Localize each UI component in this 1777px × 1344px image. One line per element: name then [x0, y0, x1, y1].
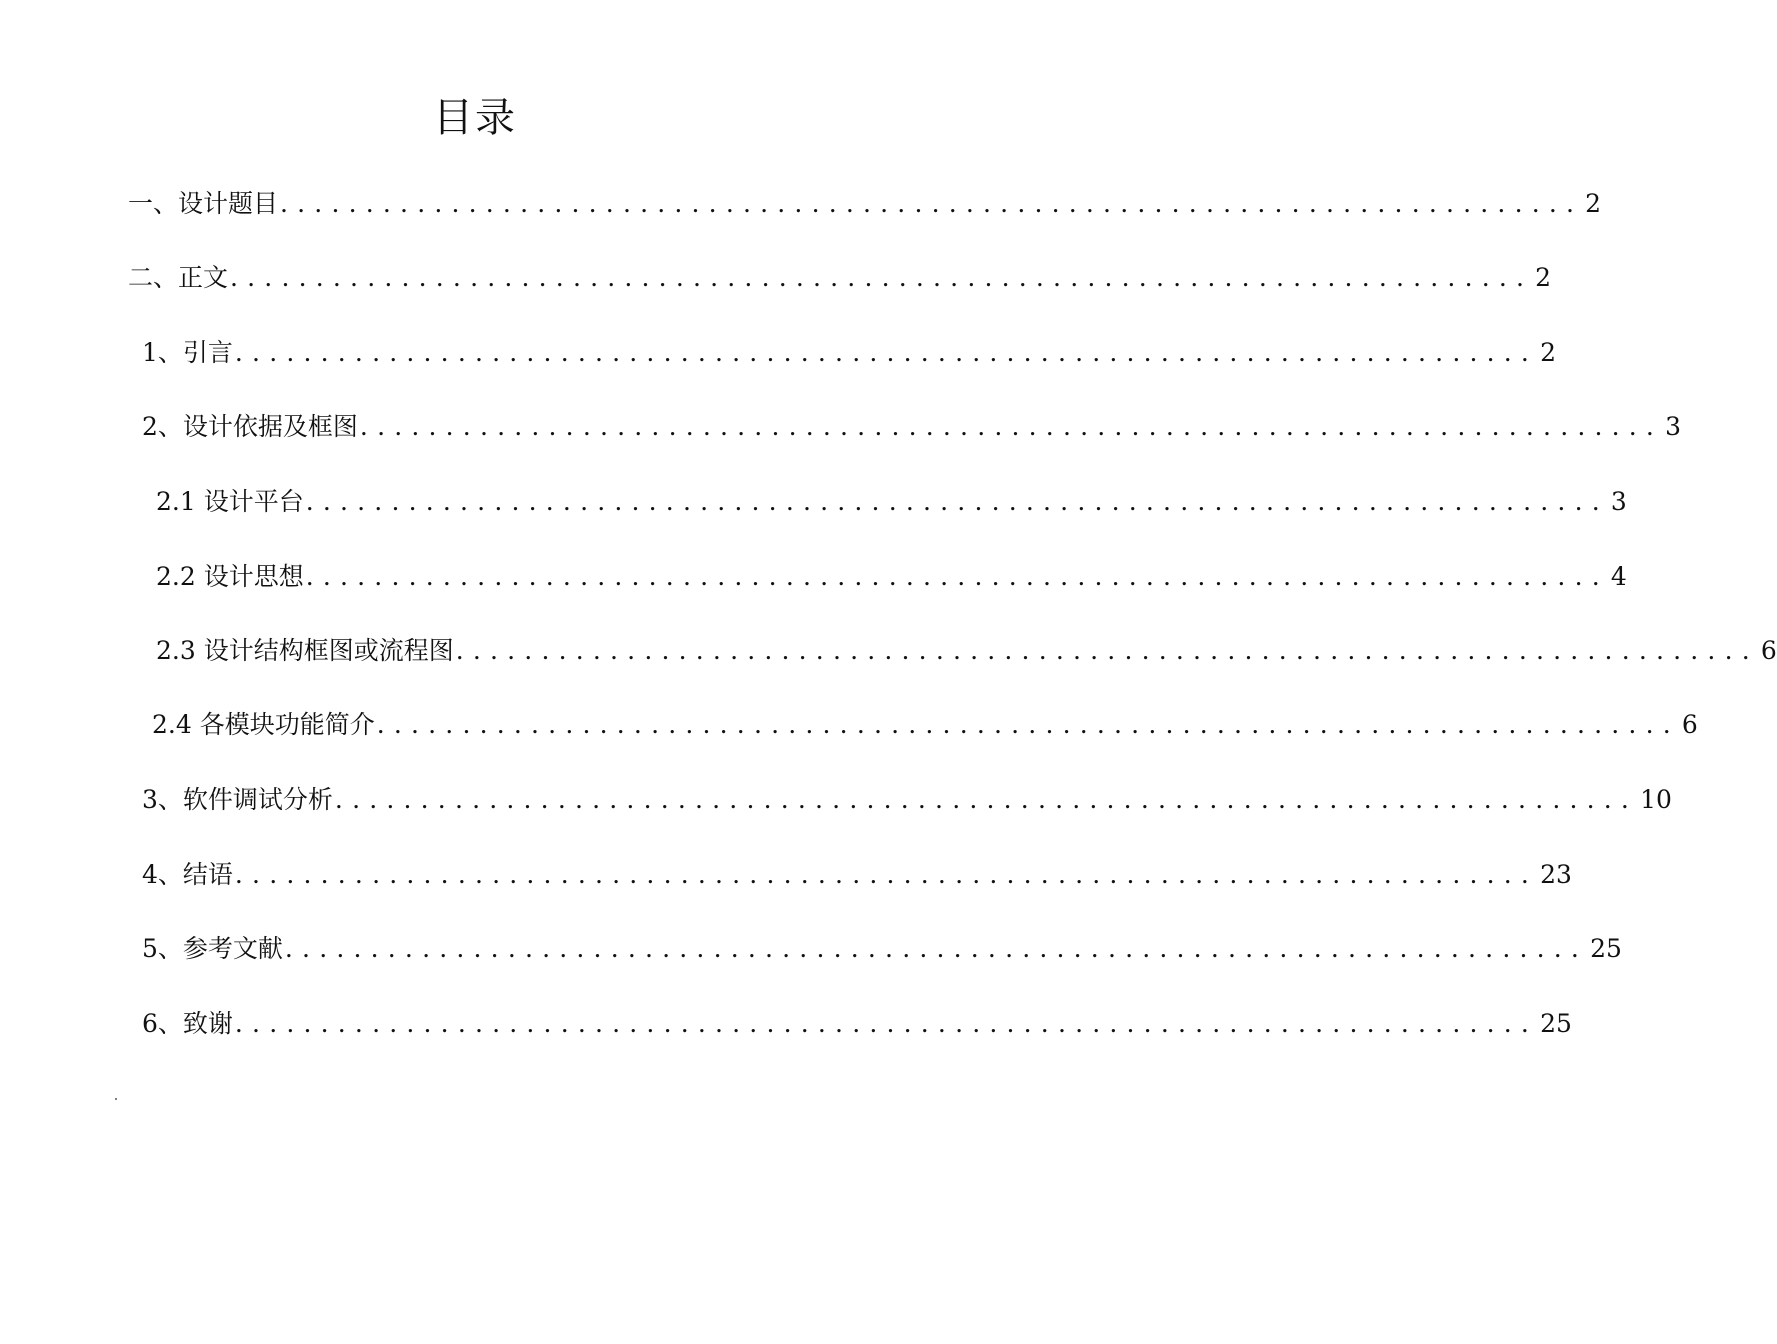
- page-title: 目录: [433, 95, 517, 141]
- toc-leader-dots: ............................................................................: [234, 860, 1539, 889]
- toc-entry: [156, 560, 1627, 594]
- toc-entry: [128, 261, 1552, 295]
- toc-entry-page: 6: [1760, 636, 1777, 665]
- toc-entry: [142, 410, 1681, 444]
- stray-mark: [115, 1098, 117, 1100]
- toc-leader-dots: ............................................................................: [455, 636, 1759, 665]
- toc-entry: [156, 634, 1777, 668]
- toc-entry-text: 二、正文: [128, 263, 229, 292]
- toc-entry-text: 3、软件调试分析: [142, 785, 333, 814]
- toc-entry-text: 2.4 各模块功能简介: [152, 710, 375, 739]
- toc-leader-dots: ............................................................................: [376, 710, 1680, 739]
- toc-entry-page: 25: [1540, 1009, 1572, 1038]
- toc-entry-page: 23: [1540, 860, 1572, 889]
- toc-entry-text: 4、结语: [142, 860, 233, 889]
- toc-entry-page: 2: [1585, 189, 1602, 218]
- toc-entry: [128, 187, 1602, 221]
- toc-entry-page: 4: [1610, 562, 1627, 591]
- toc-leader-dots: ............................................................................: [234, 338, 1539, 367]
- toc-leader-dots: ............................................................................: [305, 487, 1609, 516]
- toc-leader-dots: ............................................................................: [280, 189, 1584, 218]
- toc-entry: [142, 336, 1556, 370]
- toc-entry-text: 1、引言: [142, 338, 233, 367]
- toc-leader-dots: ............................................................................: [359, 412, 1664, 441]
- toc-entry-page: 3: [1610, 487, 1627, 516]
- toc-entry: [142, 858, 1572, 892]
- toc-entry: [142, 783, 1672, 817]
- toc-entry-text: 6、致谢: [142, 1009, 233, 1038]
- toc-entry-page: 25: [1590, 934, 1622, 963]
- toc-leader-dots: ............................................................................: [305, 562, 1609, 591]
- toc-entry: [142, 932, 1622, 966]
- toc-entry: [152, 708, 1698, 742]
- toc-entry-page: 2: [1535, 263, 1552, 292]
- toc-entry-page: 10: [1640, 785, 1672, 814]
- toc-leader-dots: ............................................................................: [334, 785, 1639, 814]
- toc-leader-dots: ............................................................................: [284, 934, 1589, 963]
- toc-entry-text: 5、参考文献: [142, 934, 283, 963]
- toc-entry-text: 2.1 设计平台: [156, 487, 304, 516]
- toc-entry-text: 一、设计题目: [128, 189, 279, 218]
- toc-entry-page: 3: [1665, 412, 1681, 441]
- toc-leader-dots: ............................................................................: [230, 263, 1534, 292]
- toc-entry-page: 2: [1540, 338, 1556, 367]
- toc-entry-text: 2.2 设计思想: [156, 562, 304, 591]
- toc-entry-text: 2、设计依据及框图: [142, 412, 358, 441]
- toc-entry-page: 6: [1681, 710, 1698, 739]
- toc-entry: [156, 485, 1627, 519]
- toc-entry: [142, 1007, 1572, 1041]
- toc-leader-dots: ............................................................................: [234, 1009, 1539, 1038]
- toc-entry-text: 2.3 设计结构框图或流程图: [156, 636, 454, 665]
